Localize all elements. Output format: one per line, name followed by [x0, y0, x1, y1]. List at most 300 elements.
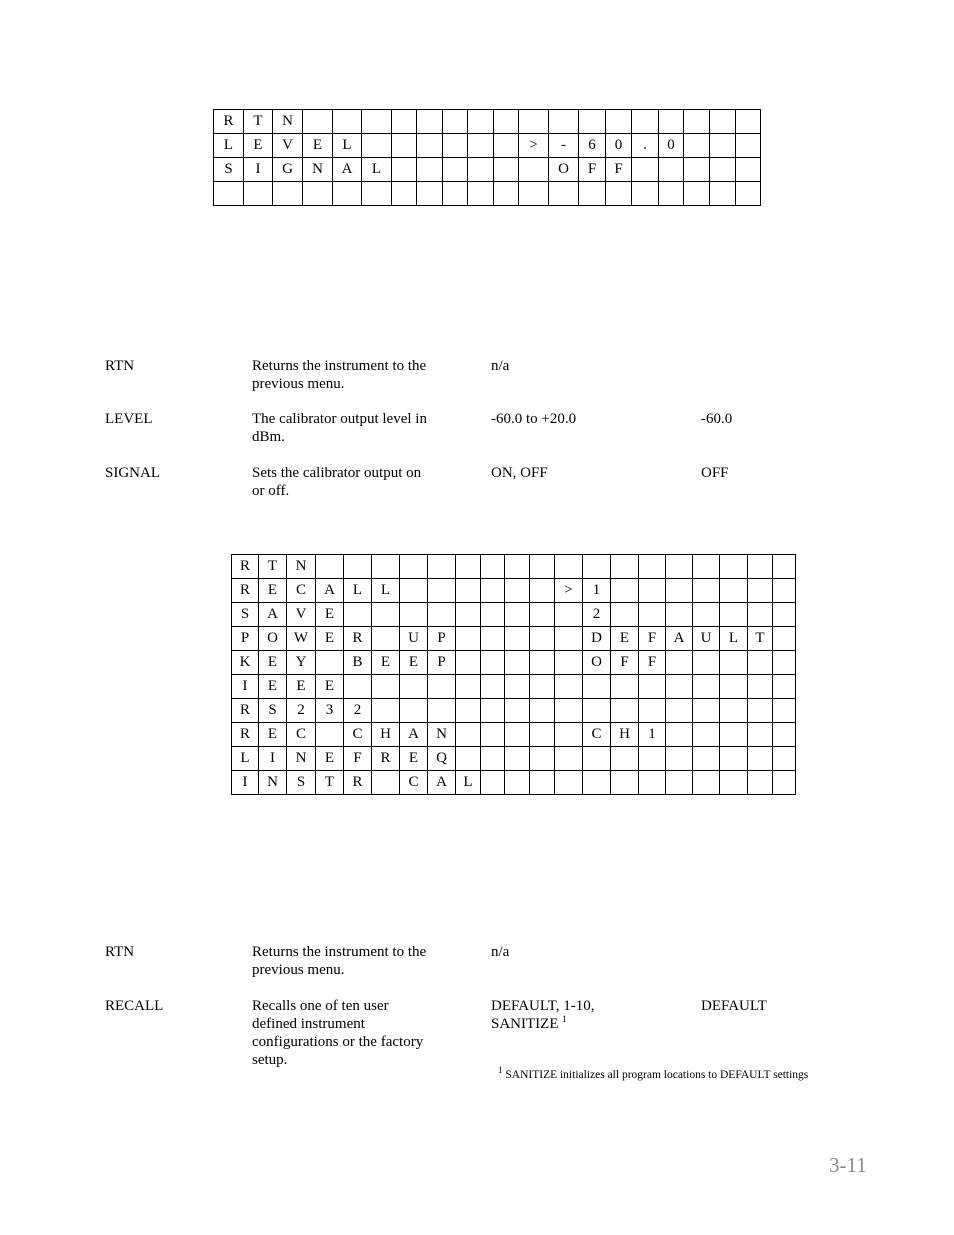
lcd-cell [456, 747, 481, 771]
lcd-cell [632, 182, 659, 206]
lcd-cell: F [606, 158, 632, 182]
description-line: Returns the instrument to the [252, 944, 427, 960]
lcd-cell [555, 603, 583, 627]
lcd-cell [666, 603, 693, 627]
lcd-cell [632, 158, 659, 182]
lcd-cell [417, 134, 443, 158]
lcd-row [232, 627, 796, 651]
lcd-cell: 1 [583, 579, 611, 603]
lcd-cell: O [259, 627, 287, 651]
description-line: previous menu. [252, 376, 345, 392]
lcd-cell [773, 723, 796, 747]
lcd-cell: E [316, 627, 344, 651]
lcd-cell [481, 579, 505, 603]
lcd-cell [773, 555, 796, 579]
parameter-name: RTN [105, 358, 135, 374]
lcd-cell [555, 723, 583, 747]
lcd-cell [666, 771, 693, 795]
lcd-cell: E [303, 134, 333, 158]
range-line [491, 943, 681, 961]
lcd-cell: A [428, 771, 456, 795]
lcd-cell: R [232, 699, 259, 723]
lcd-cell [428, 699, 456, 723]
lcd-cell: N [287, 747, 316, 771]
lcd-cell: E [400, 747, 428, 771]
lcd-cell [372, 771, 400, 795]
lcd-cell [693, 699, 720, 723]
lcd-cell [666, 675, 693, 699]
description-line: Returns the instrument to the [252, 358, 427, 374]
lcd-cell: E [244, 134, 273, 158]
lcd-cell [481, 603, 505, 627]
lcd-cell: N [259, 771, 287, 795]
lcd-cell [468, 158, 494, 182]
parameter-range [491, 357, 681, 375]
lcd-cell [505, 699, 530, 723]
lcd-cell [362, 110, 392, 134]
lcd-cell [583, 555, 611, 579]
lcd-cell [748, 555, 773, 579]
lcd-cell [720, 651, 748, 675]
range-line [491, 410, 681, 428]
lcd-cell: N [287, 555, 316, 579]
lcd-cell [773, 699, 796, 723]
lcd-cell [684, 110, 710, 134]
lcd-cell [736, 182, 761, 206]
lcd-cell [316, 555, 344, 579]
lcd-cell [748, 747, 773, 771]
lcd-cell [720, 603, 748, 627]
lcd-cell [583, 699, 611, 723]
lcd-cell [611, 579, 639, 603]
lcd-cell: R [232, 723, 259, 747]
lcd-cell [362, 134, 392, 158]
lcd-cell [505, 675, 530, 699]
lcd-cell [443, 182, 468, 206]
lcd-cell [456, 579, 481, 603]
range-text: ON, OFF [491, 465, 548, 481]
lcd-cell [693, 603, 720, 627]
footnote [498, 1065, 809, 1081]
lcd-cell: R [372, 747, 400, 771]
lcd-cell: A [666, 627, 693, 651]
lcd-cell [693, 555, 720, 579]
lcd-cell [639, 675, 666, 699]
lcd-cell: E [259, 579, 287, 603]
lcd-cell: N [303, 158, 333, 182]
lcd-cell [583, 747, 611, 771]
lcd-cell [481, 747, 505, 771]
lcd-cell [748, 723, 773, 747]
range-line [491, 357, 681, 375]
lcd-cell [720, 771, 748, 795]
lcd-cell [530, 747, 555, 771]
lcd-cell [344, 603, 372, 627]
lcd-cell [720, 699, 748, 723]
range-text: -60.0 to +20.0 [491, 411, 577, 427]
lcd-cell: I [232, 771, 259, 795]
lcd-cell: . [632, 134, 659, 158]
parameter-default: OFF [701, 465, 729, 481]
lcd-cell [773, 651, 796, 675]
lcd-cell: C [287, 723, 316, 747]
lcd-cell: W [287, 627, 316, 651]
lcd-cell [583, 675, 611, 699]
parameter-range [491, 464, 681, 482]
lcd-cell [659, 110, 684, 134]
lcd-cell: D [583, 627, 611, 651]
lcd-cell: P [232, 627, 259, 651]
lcd-cell: I [259, 747, 287, 771]
lcd-cell [684, 182, 710, 206]
lcd-cell [666, 579, 693, 603]
lcd-cell [443, 110, 468, 134]
lcd-cell [611, 675, 639, 699]
lcd-cell [456, 675, 481, 699]
lcd-cell [666, 699, 693, 723]
lcd-cell: C [344, 723, 372, 747]
lcd-cell: 0 [659, 134, 684, 158]
lcd-cell [481, 651, 505, 675]
lcd-cell: Y [287, 651, 316, 675]
lcd-cell: T [244, 110, 273, 134]
lcd-cell: T [259, 555, 287, 579]
lcd-cell [333, 182, 362, 206]
lcd-cell: K [232, 651, 259, 675]
lcd-cell [773, 603, 796, 627]
lcd-cell [555, 771, 583, 795]
lcd-cell [400, 699, 428, 723]
lcd-cell [519, 110, 549, 134]
footnote-reference: 1 [562, 1014, 567, 1024]
lcd-cell: L [344, 579, 372, 603]
lcd-cell [530, 699, 555, 723]
lcd-cell [481, 723, 505, 747]
lcd-cell [530, 771, 555, 795]
lcd-row [232, 699, 796, 723]
lcd-cell [748, 699, 773, 723]
lcd-cell: L [232, 747, 259, 771]
lcd-cell [468, 110, 494, 134]
lcd-cell [372, 555, 400, 579]
lcd-cell [494, 110, 519, 134]
lcd-cell [748, 675, 773, 699]
lcd-cell [639, 699, 666, 723]
lcd-cell [720, 579, 748, 603]
lcd-row [214, 182, 761, 206]
lcd-cell [372, 675, 400, 699]
lcd-cell [392, 182, 417, 206]
parameter-default: -60.0 [701, 411, 733, 427]
lcd-cell: V [287, 603, 316, 627]
lcd-cell [748, 651, 773, 675]
lcd-row [232, 723, 796, 747]
lcd-cell [549, 110, 579, 134]
lcd-cell: N [273, 110, 303, 134]
lcd-cell: - [549, 134, 579, 158]
parameter-range [491, 997, 681, 1033]
lcd-cell: H [372, 723, 400, 747]
lcd-cell: H [611, 723, 639, 747]
lcd-cell [530, 651, 555, 675]
lcd-cell: E [316, 747, 344, 771]
lcd-cell: 2 [287, 699, 316, 723]
lcd-cell [428, 555, 456, 579]
lcd-cell: 3 [316, 699, 344, 723]
parameter-default: DEFAULT [701, 998, 767, 1014]
range-text: n/a [491, 944, 510, 960]
lcd-cell [684, 134, 710, 158]
description-line: configurations or the factory [252, 1034, 424, 1050]
lcd-cell: E [611, 627, 639, 651]
parameter-description [252, 997, 444, 1069]
parameter-range [491, 943, 681, 961]
lcd-cell [494, 182, 519, 206]
lcd-cell [720, 747, 748, 771]
lcd-cell [606, 110, 632, 134]
lcd-cell [632, 110, 659, 134]
lcd-display-signal-menu [213, 109, 761, 206]
lcd-cell [530, 723, 555, 747]
lcd-row [232, 603, 796, 627]
lcd-cell: U [693, 627, 720, 651]
lcd-cell: B [344, 651, 372, 675]
lcd-row [232, 555, 796, 579]
lcd-cell [456, 627, 481, 651]
lcd-cell [481, 627, 505, 651]
parameter-range [491, 410, 681, 428]
range-line [491, 464, 681, 482]
lcd-cell [773, 579, 796, 603]
lcd-cell: G [273, 158, 303, 182]
page-number: 3-11 [829, 1153, 867, 1177]
lcd-cell [456, 651, 481, 675]
lcd-cell [417, 158, 443, 182]
lcd-cell [530, 603, 555, 627]
lcd-row [232, 651, 796, 675]
parameter-description [252, 943, 444, 979]
lcd-cell [443, 134, 468, 158]
lcd-cell: L [362, 158, 392, 182]
range-text: n/a [491, 358, 510, 374]
lcd-cell: N [428, 723, 456, 747]
lcd-cell [639, 771, 666, 795]
lcd-cell: S [232, 603, 259, 627]
lcd-cell [579, 110, 606, 134]
lcd-cell [639, 555, 666, 579]
parameter-name: RECALL [105, 998, 164, 1014]
description-line: setup. [252, 1052, 288, 1068]
lcd-cell: F [611, 651, 639, 675]
lcd-cell: A [400, 723, 428, 747]
lcd-cell [693, 675, 720, 699]
lcd-cell [372, 603, 400, 627]
lcd-cell [372, 627, 400, 651]
lcd-cell [684, 158, 710, 182]
lcd-cell [611, 699, 639, 723]
lcd-cell: S [214, 158, 244, 182]
lcd-cell [505, 723, 530, 747]
lcd-cell [773, 771, 796, 795]
lcd-cell: P [428, 627, 456, 651]
lcd-cell: A [333, 158, 362, 182]
lcd-cell [400, 603, 428, 627]
lcd-cell [400, 555, 428, 579]
lcd-cell [693, 579, 720, 603]
lcd-cell [736, 134, 761, 158]
lcd-cell [720, 723, 748, 747]
lcd-cell [773, 627, 796, 651]
lcd-cell: U [400, 627, 428, 651]
lcd-cell [505, 603, 530, 627]
lcd-cell [244, 182, 273, 206]
lcd-cell [710, 134, 736, 158]
lcd-cell [392, 110, 417, 134]
lcd-cell [710, 182, 736, 206]
lcd-cell [519, 182, 549, 206]
lcd-cell: C [287, 579, 316, 603]
lcd-cell: L [720, 627, 748, 651]
lcd-cell [481, 771, 505, 795]
lcd-row [232, 771, 796, 795]
lcd-cell [505, 555, 530, 579]
lcd-cell [456, 723, 481, 747]
lcd-cell [505, 771, 530, 795]
lcd-cell: S [259, 699, 287, 723]
lcd-cell [333, 110, 362, 134]
parameter-name: RTN [105, 944, 135, 960]
lcd-cell [214, 182, 244, 206]
parameter-description [252, 464, 444, 500]
lcd-cell [611, 555, 639, 579]
lcd-cell [303, 182, 333, 206]
lcd-cell [392, 134, 417, 158]
lcd-cell [494, 134, 519, 158]
lcd-cell [736, 158, 761, 182]
lcd-cell [443, 158, 468, 182]
lcd-cell: E [287, 675, 316, 699]
lcd-cell: T [316, 771, 344, 795]
lcd-cell [417, 182, 443, 206]
lcd-cell: C [583, 723, 611, 747]
lcd-cell [400, 675, 428, 699]
lcd-cell: 2 [583, 603, 611, 627]
lcd-cell [303, 110, 333, 134]
lcd-cell: L [214, 134, 244, 158]
lcd-cell [530, 555, 555, 579]
lcd-cell [468, 182, 494, 206]
lcd-cell: 6 [579, 134, 606, 158]
lcd-cell [583, 771, 611, 795]
lcd-cell [456, 555, 481, 579]
lcd-cell: R [214, 110, 244, 134]
lcd-cell: C [400, 771, 428, 795]
description-line: or off. [252, 483, 290, 499]
lcd-cell [481, 675, 505, 699]
range-text: SANITIZE [491, 1016, 559, 1032]
lcd-cell: 0 [606, 134, 632, 158]
lcd-cell [392, 158, 417, 182]
lcd-cell [666, 651, 693, 675]
lcd-cell [555, 699, 583, 723]
lcd-row [214, 158, 761, 182]
lcd-cell [773, 675, 796, 699]
lcd-cell: Q [428, 747, 456, 771]
lcd-cell: I [232, 675, 259, 699]
lcd-cell [666, 723, 693, 747]
lcd-cell [611, 747, 639, 771]
lcd-cell [555, 747, 583, 771]
lcd-cell [456, 699, 481, 723]
lcd-cell: E [259, 651, 287, 675]
lcd-cell [400, 579, 428, 603]
lcd-cell [494, 158, 519, 182]
lcd-cell [481, 555, 505, 579]
lcd-cell [316, 651, 344, 675]
lcd-cell: F [639, 651, 666, 675]
lcd-cell [505, 627, 530, 651]
lcd-cell: S [287, 771, 316, 795]
lcd-cell [505, 747, 530, 771]
lcd-cell: E [316, 603, 344, 627]
lcd-cell: L [333, 134, 362, 158]
lcd-row [232, 579, 796, 603]
lcd-cell [344, 675, 372, 699]
lcd-cell [530, 579, 555, 603]
lcd-cell [773, 747, 796, 771]
lcd-cell [666, 747, 693, 771]
lcd-cell: > [555, 579, 583, 603]
lcd-cell [659, 182, 684, 206]
lcd-cell: E [400, 651, 428, 675]
lcd-cell: F [579, 158, 606, 182]
lcd-cell [639, 603, 666, 627]
lcd-cell [530, 675, 555, 699]
lcd-cell [428, 603, 456, 627]
lcd-cell [611, 771, 639, 795]
lcd-cell [579, 182, 606, 206]
lcd-cell [549, 182, 579, 206]
lcd-cell: F [344, 747, 372, 771]
range-text: DEFAULT, 1-10, [491, 998, 595, 1014]
lcd-cell [428, 675, 456, 699]
lcd-cell: E [316, 675, 344, 699]
lcd-cell: V [273, 134, 303, 158]
lcd-cell [693, 651, 720, 675]
lcd-cell [481, 699, 505, 723]
lcd-row [214, 134, 761, 158]
lcd-cell: R [344, 627, 372, 651]
lcd-cell: I [244, 158, 273, 182]
lcd-cell: O [583, 651, 611, 675]
parameter-description [252, 410, 444, 446]
lcd-cell [456, 603, 481, 627]
lcd-cell [530, 627, 555, 651]
footnote-marker: 1 [498, 1065, 503, 1075]
lcd-cell [710, 158, 736, 182]
description-line: dBm. [252, 429, 285, 445]
lcd-cell: E [372, 651, 400, 675]
lcd-cell [666, 555, 693, 579]
lcd-cell [639, 747, 666, 771]
lcd-cell: A [316, 579, 344, 603]
lcd-cell [316, 723, 344, 747]
lcd-cell [505, 651, 530, 675]
lcd-cell [417, 110, 443, 134]
lcd-cell [659, 158, 684, 182]
range-line [491, 997, 681, 1015]
lcd-cell: R [344, 771, 372, 795]
